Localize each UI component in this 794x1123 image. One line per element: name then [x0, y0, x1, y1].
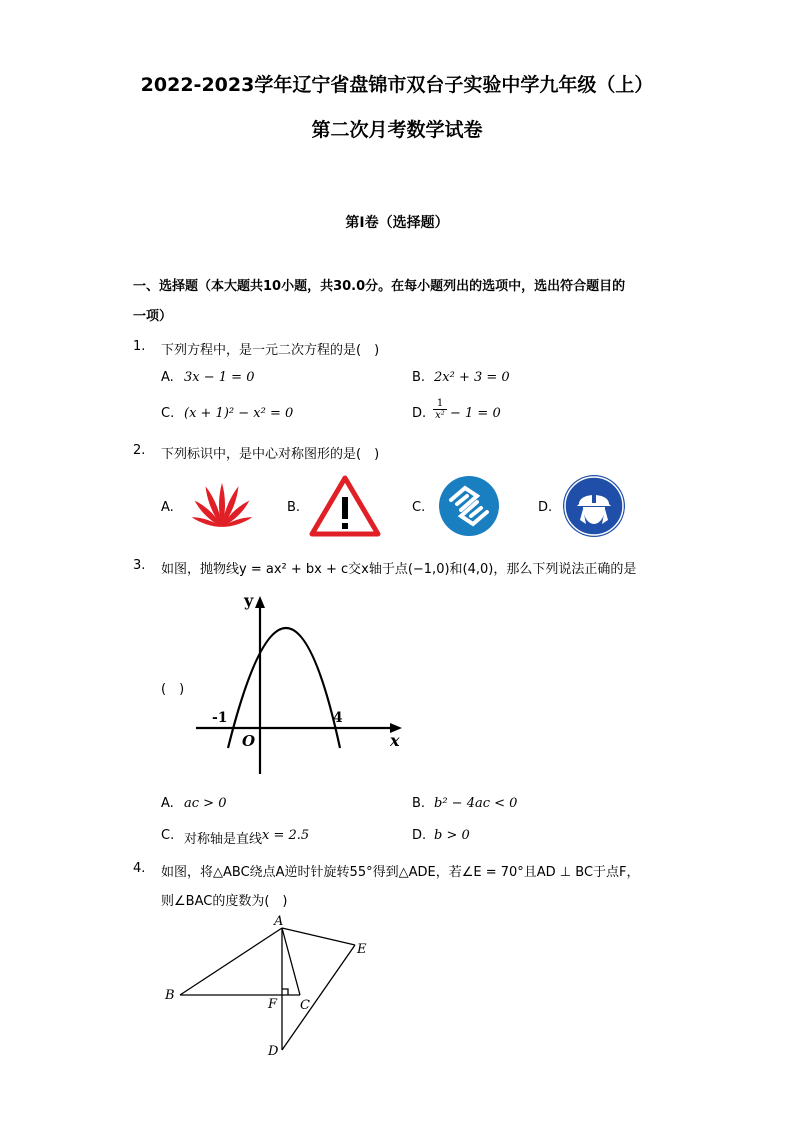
exam-title-line2: 第二次月考数学试卷 — [311, 119, 483, 141]
root-4-label: 4 — [333, 710, 343, 726]
q4-number: 4. — [133, 861, 146, 876]
q1-option-a: 3x − 1 = 0 — [184, 370, 255, 385]
origin-label: O — [242, 732, 256, 750]
q3-option-a: ac > 0 — [184, 796, 227, 811]
part-heading-line2: 一项） — [133, 309, 173, 324]
q2-option-b-label: B. — [287, 500, 301, 515]
q3-option-d: b > 0 — [434, 828, 470, 843]
segment-ac — [282, 928, 300, 995]
q2-option-d-label: D. — [538, 500, 553, 515]
q3-option-c-prefix: 对称轴是直线 — [184, 832, 263, 847]
segment-de — [282, 945, 355, 1050]
point-a-label: A — [274, 914, 284, 929]
q2-number: 2. — [133, 443, 146, 458]
triangle-rotation-diagram — [160, 912, 380, 1062]
point-e-label: E — [357, 942, 367, 957]
q1-option-a-label: A. — [161, 370, 174, 385]
point-d-label: D — [268, 1044, 279, 1059]
y-axis-label: y — [244, 591, 254, 610]
point-b-label: B — [165, 988, 175, 1003]
q1-option-b: 2x² + 3 = 0 — [434, 370, 510, 385]
point-c-label: C — [300, 998, 310, 1013]
part-heading-line1: 一、选择题（本大题共10小题，共30.0分。在每小题列出的选项中，选出符合题目的 — [133, 279, 626, 294]
q2-option-c-label: C. — [412, 500, 426, 515]
q4-stem-line1: 如图，将△ABC绕点A逆时针旋转55°得到△ADE，若∠E = 70°且AD ⊥ BC于点F， — [161, 865, 640, 880]
parabola-curve — [228, 628, 340, 748]
q3-number: 3. — [133, 558, 146, 573]
q3-option-b: b² − 4ac < 0 — [434, 796, 518, 811]
china-mobile-logo-icon — [437, 474, 501, 538]
point-f-label: F — [268, 997, 278, 1012]
q3-stem: 如图，抛物线y = ax² + bx + c交x轴于点(−1,0)和(4,0)，那么下列说法正确的是 — [161, 562, 637, 577]
q2-stem: 下列标识中，是中心对称图形的是( ) — [161, 447, 380, 462]
segment-ab — [180, 928, 282, 995]
q1-option-d-label: D. — [412, 406, 427, 421]
q1-option-d-fraction — [433, 398, 447, 422]
safety-helmet-sign-icon — [562, 474, 626, 538]
q3-option-d-label: D. — [412, 828, 427, 843]
parabola-graph — [188, 588, 410, 778]
q1-option-d-denominator: x² — [435, 410, 445, 421]
q2-option-a-label: A. — [161, 500, 174, 515]
q3-option-a-label: A. — [161, 796, 174, 811]
q3-option-c-math: x = 2.5 — [262, 828, 310, 843]
y-axis-arrow — [255, 596, 265, 608]
segment-ae — [282, 928, 355, 945]
q1-option-d-rest: − 1 = 0 — [450, 406, 501, 421]
warning-sign-icon — [309, 475, 381, 537]
q3-option-c-label: C. — [161, 828, 175, 843]
q1-option-c: (x + 1)² − x² = 0 — [184, 406, 294, 421]
q1-option-b-label: B. — [412, 370, 426, 385]
section-title: 第I卷（选择题） — [345, 215, 449, 231]
q4-stem-line2: 则∠BAC的度数为( ) — [161, 894, 288, 909]
right-angle-mark — [282, 989, 288, 995]
exam-title-line1: 2022-2023学年辽宁省盘锦市双台子实验中学九年级（上） — [140, 74, 654, 96]
q1-option-c-label: C. — [161, 406, 175, 421]
x-axis-label: x — [390, 731, 400, 750]
root-neg1-label: -1 — [212, 710, 228, 726]
q3-option-b-label: B. — [412, 796, 426, 811]
q1-stem: 下列方程中，是一元二次方程的是( ) — [161, 343, 380, 358]
q1-number: 1. — [133, 339, 146, 354]
huawei-logo-icon — [184, 477, 260, 537]
q1-option-d-numerator: 1 — [433, 398, 447, 410]
q3-paren: ( ) — [161, 682, 185, 697]
